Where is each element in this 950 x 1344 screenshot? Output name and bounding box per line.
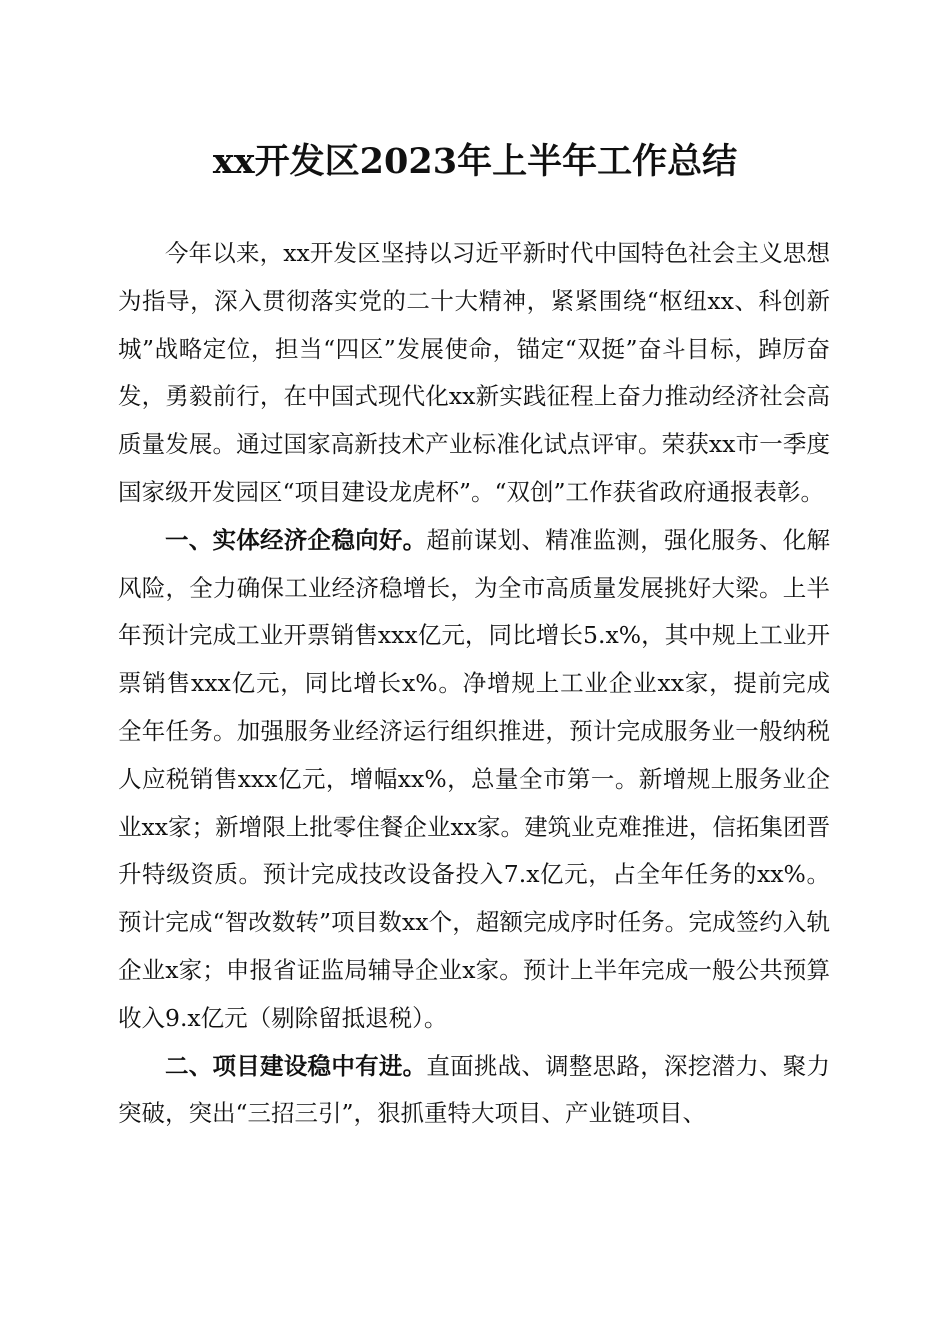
section-1-paragraph [118,517,830,1043]
section-1-text: 超前谋划、精准监测，强化服务、化解风险，全力确保工业经济稳增长，为全市高质量发展挑好大梁。上半年预计完成工业开票销售xxx亿元，同比增长5.x%，其中规上工业开票销售xxx亿元，同比增长x%。净增规上工业企业xx家，提前完成全年任务。加强服务业经济运行组织推进，预计完成服务业一般纳税人应税销售xxx亿元，增幅xx%，总量全市第一。新增规上服务业企业xx家；新增限上批零住餐企业xx家。建筑业克难推进，信拓集团晋升特级资质。预计完成技改设备投入7.x亿元，占全年任务的xx%。预计完成“智改数转”项目数xx个，超额完成序时任务。完成签约入轨企业x家；申报省证监局辅导企业x家。预计上半年完成一般公共预算收入9.x亿元（剔除留抵退税）。 [118,525,831,1032]
section-2-paragraph [118,1043,830,1139]
document-body [118,230,830,1138]
intro-paragraph: 今年以来，xx开发区坚持以习近平新时代中国特色社会主义思想为指导，深入贯彻落实党的二十大精神，紧紧围绕“枢纽xx、科创新城”战略定位，担当“四区”发展使命，锚定“双挺”奋斗目标，踔厉奋发，勇毅前行，在中国式现代化xx新实践征程上奋力推动经济社会高质量发展。通过国家高新技术产业标准化试点评审。荣获xx市一季度国家级开发园区“项目建设龙虎杯”。“双创”工作获省政府通报表彰。 [118,239,830,506]
document-title: xx开发区2023年上半年工作总结 [212,141,738,182]
section-2-heading: 二、项目建设稳中有进。 [165,1051,427,1080]
section-1-heading: 一、实体经济企稳向好。 [165,525,427,554]
section-2-text: 直面挑战、调整思路，深挖潜力、聚力突破，突出“三招三引”，狠抓重特大项目、产业链项目、 [118,1051,831,1128]
